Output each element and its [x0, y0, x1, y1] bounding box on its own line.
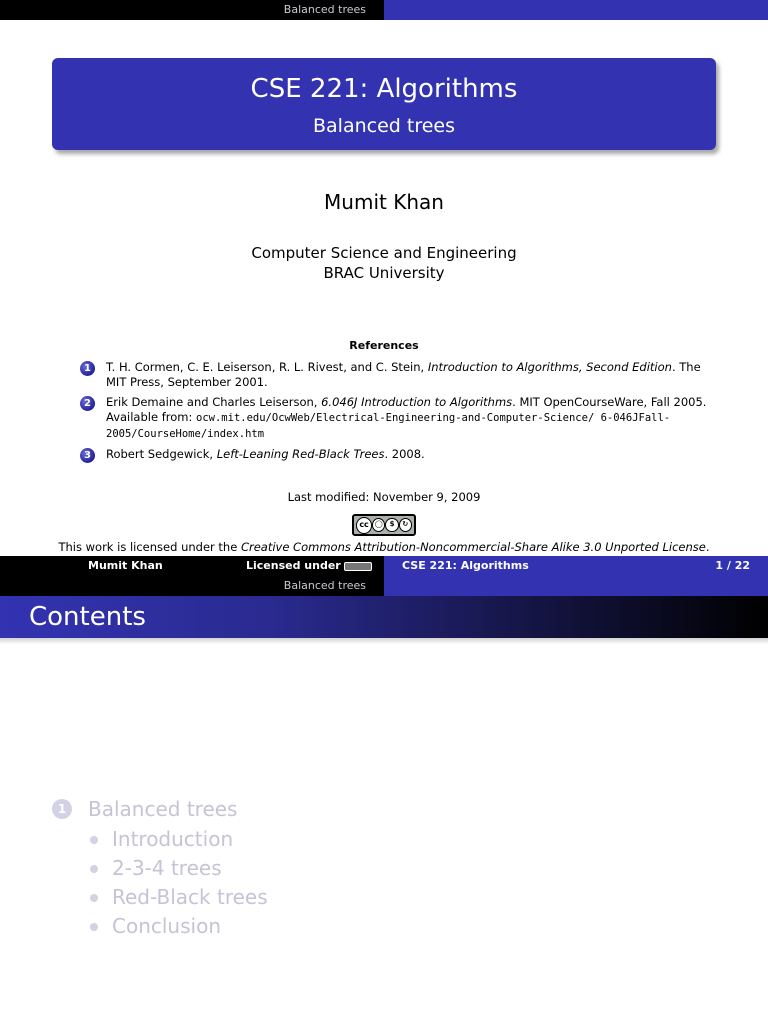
reference-item	[80, 447, 720, 463]
author-name: Mumit Khan	[324, 190, 444, 214]
toc-subsection[interactable]	[90, 912, 268, 941]
presentation-subtitle: Balanced trees	[313, 115, 455, 137]
presentation-title: CSE 221: Algorithms	[250, 74, 518, 104]
title-box	[52, 58, 716, 150]
license-notice	[0, 540, 768, 554]
reference-number-badge: 3	[80, 448, 95, 463]
toc-subsection[interactable]	[90, 883, 268, 912]
footer-bar	[0, 556, 768, 576]
creative-commons-badge[interactable]	[352, 514, 416, 536]
reference-title: Left-Leaning Red-Black Trees	[216, 447, 385, 461]
cc-icon: cc	[356, 517, 372, 534]
footer-license-label: Licensed under	[246, 559, 341, 572]
reference-text	[106, 360, 720, 390]
reference-publisher: . MIT OpenCourseWare, Fall 2005. Available from:	[106, 395, 707, 424]
mini-cc-icon	[344, 562, 372, 571]
footer-author[interactable]: Mumit Khan	[0, 556, 246, 576]
contents-slide	[0, 576, 768, 1024]
reference-title: 6.046J Introduction to Algorithms	[321, 395, 513, 409]
toc-subsection-label: Red-Black trees	[112, 885, 268, 909]
footer-page-number: 1 / 22	[684, 556, 768, 576]
bullet-icon	[90, 836, 98, 844]
reference-text	[106, 447, 720, 463]
reference-publisher: . 2008.	[384, 447, 425, 461]
headline-right-bar	[384, 576, 768, 596]
reference-publisher: . The MIT Press, September 2001.	[106, 360, 701, 389]
toc-section-number-badge: 1	[52, 799, 72, 819]
toc-subsection-label: Introduction	[112, 827, 234, 851]
sa-icon: ↻	[399, 518, 412, 532]
headline-section[interactable]: Balanced trees	[0, 0, 384, 20]
institution-university: BRAC University	[323, 264, 445, 282]
footer-license[interactable]	[246, 556, 384, 576]
reference-url[interactable]: ocw.mit.edu/OcwWeb/Electrical-Engineering-and-Computer-Science/ 6-046JFall-2005/CourseHome/index.htm	[106, 412, 671, 440]
toc-subsection[interactable]	[90, 854, 268, 883]
license-prefix: This work is licensed under the	[58, 540, 241, 554]
bullet-icon	[90, 923, 98, 931]
toc-subsection-list	[90, 825, 268, 941]
license-suffix: .	[705, 540, 710, 554]
reference-text	[106, 395, 720, 442]
toc-subsection-label: Conclusion	[112, 914, 221, 938]
by-icon: ◯	[372, 518, 385, 532]
reference-number-badge: 2	[80, 396, 95, 411]
headline-bar	[0, 0, 768, 20]
frame-title-shadow	[0, 638, 768, 644]
references-heading: References	[349, 339, 419, 352]
reference-item	[80, 395, 720, 442]
toc-section-title: Balanced trees	[88, 797, 238, 821]
references-list	[80, 360, 720, 468]
reference-authors: Robert Sedgewick,	[106, 447, 217, 461]
headline-right-bar	[384, 0, 768, 20]
reference-item	[80, 360, 720, 390]
table-of-contents	[52, 796, 268, 941]
license-link[interactable]: Creative Commons Attribution-Noncommercial-Share Alike 3.0 Unported License	[240, 540, 706, 554]
nc-icon: $	[385, 518, 398, 532]
reference-authors: Erik Demaine and Charles Leiserson,	[106, 395, 322, 409]
reference-authors: T. H. Cormen, C. E. Leiserson, R. L. Rivest, and C. Stein,	[106, 360, 428, 374]
headline-section[interactable]: Balanced trees	[0, 576, 384, 596]
bullet-icon	[90, 894, 98, 902]
toc-subsection[interactable]	[90, 825, 268, 854]
reference-number-badge: 1	[80, 361, 95, 376]
frame-title: Contents	[0, 596, 768, 638]
institution-department: Computer Science and Engineering	[251, 244, 517, 262]
last-modified: Last modified: November 9, 2009	[287, 490, 481, 504]
bullet-icon	[90, 865, 98, 873]
footer-course-title[interactable]: CSE 221: Algorithms	[384, 556, 684, 576]
reference-title: Introduction to Algorithms, Second Edition	[427, 360, 672, 374]
toc-subsection-label: 2-3-4 trees	[112, 856, 222, 880]
headline-bar	[0, 576, 768, 596]
toc-section[interactable]	[52, 796, 268, 822]
institution	[0, 243, 768, 283]
